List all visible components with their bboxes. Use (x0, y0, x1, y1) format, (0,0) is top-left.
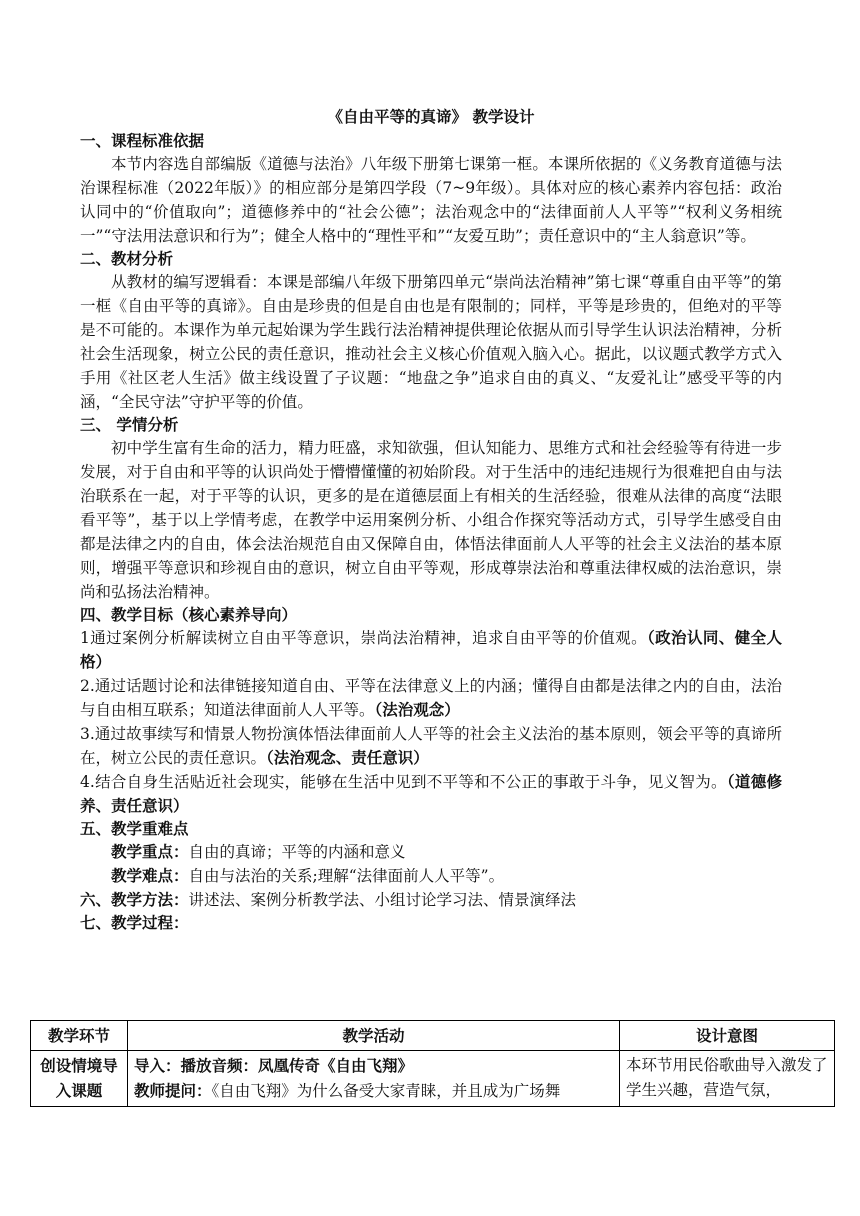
activity-line-2 (134, 1078, 613, 1104)
process-table (30, 1020, 835, 1107)
activity-label-2: 教师提问： (134, 1081, 212, 1100)
goal-item-4 (80, 770, 782, 818)
difficulty-line (80, 864, 782, 888)
goal-item-3 (80, 722, 782, 770)
section-body-1: 本节内容选自部编版《道德与法治》八年级下册第七课第一框。本课所依据的《义务教育道德与法治课程标准（2022年版）》的相应部分是第四学段（7~9年级）。具体对应的核心素养内容包括：政治认同中的“价值取向”；道德修养中的“社会公德”；法治观念中的“法律面前人人平等”“权利义务相统一”“守法用法意识和行为”；健全人格中的“理性平和”“友爱互助”；责任意识中的“主人翁意识”等。 (80, 155, 782, 245)
difficulty-label: 教学难点： (111, 866, 189, 885)
method-text: 讲述法、案例分析教学法、小组讨论学习法、情景演绎法 (188, 891, 577, 909)
method-line (80, 888, 782, 912)
document-title: 《自由平等的真谛》 教学设计 (327, 107, 535, 126)
document-page (80, 106, 782, 934)
activity-text-2: 《自由飞翔》为什么备受大家青睐，并且成为广场舞 (211, 1082, 561, 1100)
section-heading-5: 五、教学重难点 (80, 819, 189, 838)
intent-cell: 本环节用民俗歌曲导入激发了学生兴趣，营造气氛， (620, 1051, 835, 1107)
goal-tag-1: （政治认同、健全人格） (80, 628, 782, 671)
section-body-2: 从教材的编写逻辑看：本课是部编八年级下册第四单元“崇尚法治精神”第七课“尊重自由平等”的第一框《自由平等的真谛》。自由是珍贵的但是自由也是有限制的；同样，平等是珍贵的，但绝对的平等是不可能的。本课作为单元起始课为学生践行法治精神提供理论依据从而引导学生认识法治精神，分析社会生活现象，树立公民的责任意识，推动社会主义核心价值观入脑入心。据此，以议题式教学方式入手用《社区老人生活》做主线设置了子议题：“地盘之争”追求自由的真义、“友爱礼让”感受平等的内涵，“全民守法”守护平等的价值。 (80, 273, 782, 411)
goal-item-2 (80, 674, 782, 722)
difficulty-text: 自由与法治的关系;理解“法律面前人人平等”。 (188, 867, 505, 885)
section-heading-2: 二、教材分析 (80, 249, 174, 268)
table-row (31, 1051, 835, 1107)
activity-line-1: 导入：播放音频：凤凰传奇《自由飞翔》 (134, 1056, 414, 1075)
goal-item-1 (80, 626, 782, 674)
stage-cell: 创设情境导入课题 (31, 1051, 128, 1107)
activity-cell (128, 1051, 620, 1107)
header-stage: 教学环节 (31, 1021, 128, 1051)
goal-tag-4: （道德修养、责任意识） (80, 772, 782, 815)
goal-text-2: 2.通过话题讨论和法律链接知道自由、平等在法律意义上的内涵；懂得自由都是法律之内的自由，法治与自由相互联系；知道法律面前人人平等。 (80, 677, 782, 719)
section-body-3: 初中学生富有生命的活力，精力旺盛，求知欲强，但认知能力、思维方式和社会经验等有待进一步发展，对于自由和平等的认识尚处于懵懵懂懂的初始阶段。对于生活中的违纪违规行为很难把自由与法治联系在一起，对于平等的认识，更多的是在道德层面上有相关的生活经验，很难从法律的高度“法眼看平等”，基于以上学情考虑，在教学中运用案例分析、小组合作探究等活动方式，引导学生感受自由都是法律之内的自由，体会法治规范自由又保障自由，体悟法律面前人人平等的社会主义法治的基本原则，增强平等意识和珍视自由的意识，树立自由平等观，形成尊崇法治和尊重法律权威的法治意识，崇尚和弘扬法治精神。 (80, 439, 782, 601)
section-heading-7: 七、教学过程： (80, 913, 189, 932)
goal-tag-2: （法治观念） (374, 700, 460, 719)
goal-text-3: 3.通过故事续写和情景人物扮演体悟法律面前人人平等的社会主义法治的基本原则，领会平等的真谛所在，树立公民的责任意识。 (80, 725, 782, 767)
goal-tag-3: （法治观念、责任意识） (266, 748, 429, 767)
key-point-text: 自由的真谛；平等的内涵和意义 (188, 843, 406, 861)
header-intent: 设计意图 (620, 1021, 835, 1051)
section-heading-1: 一、课程标准依据 (80, 131, 205, 150)
section-heading-3: 三、 学情分析 (80, 415, 179, 434)
key-point-label: 教学重点： (111, 842, 189, 861)
goal-text-1: 1通过案例分析解读树立自由平等意识，崇尚法治精神，追求自由平等的价值观。 (80, 629, 647, 647)
header-activity: 教学活动 (128, 1021, 620, 1051)
key-point-line (80, 840, 782, 864)
section-heading-6: 六、教学方法： (80, 890, 189, 909)
section-heading-4: 四、教学目标（核心素养导向） (80, 605, 298, 624)
table-header-row (31, 1021, 835, 1051)
goal-text-4: 4.结合自身生活贴近社会现实，能够在生活中见到不平等和不公正的事敢于斗争，见义智为。 (80, 773, 727, 791)
